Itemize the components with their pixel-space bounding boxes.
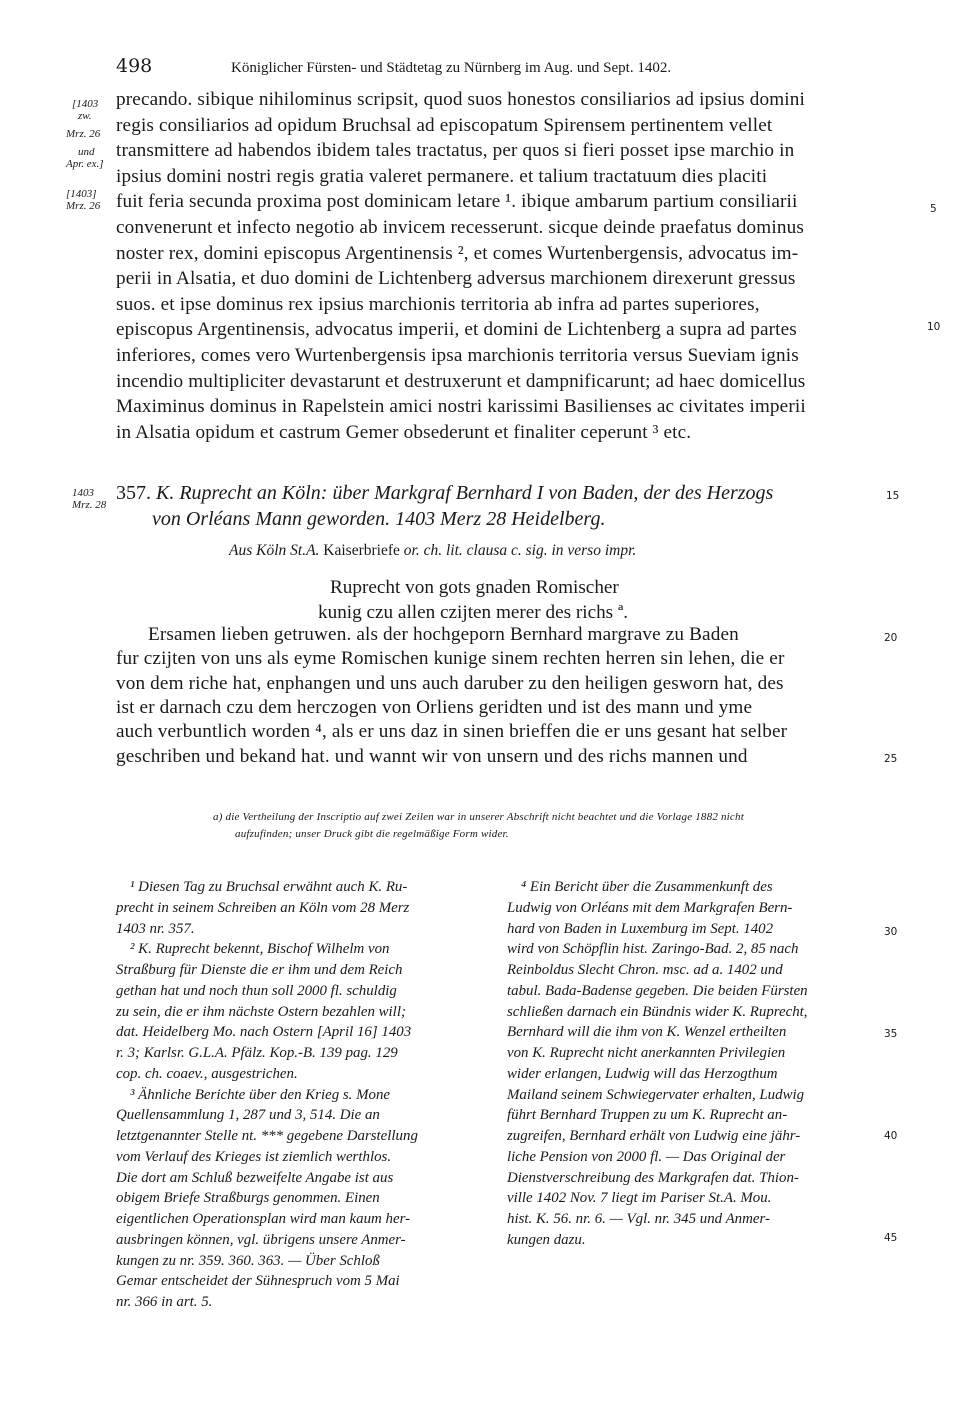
line-number: 30	[884, 926, 898, 938]
text-line: noster rex, domini episcopus Argentinensis ², et comes Wurtenbergensis, advocatus im-	[116, 242, 799, 264]
footnote-line: von K. Ruprecht nicht anerkannten Privilegien	[507, 1045, 786, 1061]
footnote-line: wird von Schöpflin hist. Zaringo-Bad. 2, 85 nach	[507, 941, 799, 958]
footnote-line: hist. K. 56. nr. 6. — Vgl. nr. 345 und Anmer-	[507, 1211, 770, 1227]
footnote-line: hard von Baden in Luxemburg im Sept. 1402	[507, 920, 774, 937]
footnote-line: eigentlichen Operationsplan wird man kaum her-	[116, 1211, 411, 1227]
document-title-line2: von Orléans Mann geworden. 1403 Merz 28 Heidelberg.	[152, 508, 606, 530]
footnote-line: wider erlangen, Ludwig will das Herzogthum	[507, 1065, 778, 1082]
footnote-line: kungen zu nr. 359. 360. 363. — Über Schloß	[116, 1252, 380, 1269]
line-number: 45	[884, 1232, 898, 1244]
footnote-line: letztgenannter Stelle nt. *** gegebene Darstellung	[116, 1128, 418, 1144]
document-title: 357. K. Ruprecht an Köln: über Markgraf Bernhard I von Baden, der des Herzogs	[116, 482, 774, 504]
text-line: fuit feria secunda proxima post dominicam letare ¹. ibique ambarum partium consiliarii	[116, 191, 798, 213]
source-note: Aus Köln St.A. Kaiserbriefe or. ch. lit. clausa c. sig. in verso impr.	[229, 542, 637, 559]
footnote-line: schließen darnach ein Bündnis wider K. Ruprecht,	[507, 1003, 808, 1020]
footnote-line: Ludwig von Orléans mit dem Markgrafen Bern-	[507, 899, 793, 916]
line-number: 35	[884, 1028, 898, 1040]
text-line: ist er darnach czu dem herczogen von Orliens geridten und ist des mann und yme	[116, 696, 753, 718]
footnote-line: Gemar entscheidet der Sühnespruch vom 5 Mai	[116, 1273, 400, 1290]
text-line: convenerunt et infecto negotio ab invicem recesserunt. sicque deinde praefatus dominus	[116, 217, 804, 238]
footnote-line: ⁴ Ein Bericht über die Zusammenkunft des	[521, 879, 773, 895]
footnote-line: ² K. Ruprecht bekennt, Bischof Wilhelm von	[130, 941, 390, 958]
footnote-line: cop. ch. coaev., ausgestrichen.	[116, 1065, 298, 1082]
line-number: 15	[886, 490, 900, 502]
footnote-line: gethan hat und noch thun soll 2000 fl. schuldig	[116, 982, 397, 999]
footnote-line: ¹ Diesen Tag zu Bruchsal erwähnt auch K. Ru-	[130, 879, 408, 895]
footnote-line: Bernhard will die ihm von K. Wenzel ertheilten	[507, 1024, 787, 1041]
text-line: geschriben und bekand hat. und wannt wir von unsern und des richs mannen und	[116, 745, 748, 767]
footnote-line: Mailand seinem Schwiegervater erhalten, Ludwig	[507, 1086, 805, 1103]
margin-date: 1403 Mrz. 28	[72, 487, 107, 511]
footnote-line: Straßburg für Dienste die er ihm und dem Reich	[116, 962, 403, 978]
footnote-line: Die dort am Schluß bezweifelte Angabe ist aus	[116, 1169, 394, 1186]
footnote-line: vom Verlauf des Krieges ist ziemlich werthlos.	[116, 1148, 392, 1165]
text-line: inferiores, comes vero Wurtenbergensis ipsa marchionis territoria versus Sueviam ignis	[116, 345, 799, 366]
text-line: transmittere ad habendos ibidem tales tractatus, per quos si fieri posset ipse marchio in	[116, 140, 795, 162]
footnote-line: liche Pension von 2000 fl. — Das Original der	[507, 1148, 786, 1165]
footnote-line: Reinboldus Slecht Chron. msc. ad a. 1402 und	[507, 962, 783, 978]
text-line: perii in Alsatia, et duo domini de Lichtenberg adversus marchionem direxerunt gressus	[116, 268, 796, 290]
footnote-line: nr. 366 in art. 5.	[116, 1294, 213, 1310]
footnote-line: obigem Briefe Straßburgs genommen. Einen	[116, 1190, 380, 1207]
footnote-line: ³ Ähnliche Berichte über den Krieg s. Mone	[130, 1086, 391, 1103]
margin-date: Mrz. 26	[66, 128, 101, 140]
text-apparatus-note: aufzufinden; unser Druck gibt die regelmäßige Form wider.	[235, 828, 509, 840]
document-number: 357.	[116, 482, 151, 504]
text-line: in Alsatia opidum et castrum Gemer obsederunt et finaliter ceperunt ³ etc.	[116, 421, 692, 443]
text-line: incendio multipliciter devastarunt et destruxerunt et dampnificarunt; ad haec domicellus	[116, 370, 806, 392]
margin-date: und Apr. ex.]	[66, 146, 104, 170]
footnote-line: zugreifen, Bernhard erhält von Ludwig eine jähr-	[507, 1128, 801, 1144]
footnote-line: dat. Heidelberg Mo. nach Ostern [April 16] 1403	[116, 1024, 412, 1041]
margin-date: [1403] Mrz. 26	[66, 188, 101, 212]
text-line: Maximinus dominus in Rapelstein amici nostri karissimi Basilienses ac civitates imperii	[116, 396, 806, 418]
line-number: 25	[884, 753, 898, 765]
text-line: fur czijten von uns als eyme Romischen kunige sinem rechten herren sin lehen, die er	[116, 648, 785, 670]
line-number: 10	[927, 321, 941, 333]
salutation: kunig czu allen czijten merer des richs ª.	[318, 602, 629, 623]
text-line: suos. et ipse dominus rex ipsius marchionis territoria ab infra ad partes superiores,	[116, 293, 760, 315]
line-number: 20	[884, 632, 898, 644]
text-line: von dem riche hat, enphangen und uns auch daruber zu den heiligen gesworn hat, des	[116, 672, 784, 694]
line-number: 40	[884, 1130, 898, 1142]
footnote-line: precht in seinem Schreiben an Köln vom 28 Merz	[116, 899, 410, 916]
margin-date: [1403 zw.	[72, 98, 99, 122]
text-line: auch verbuntlich worden ⁴, als er uns daz in sinen brieffen die er uns gesant hat selber	[116, 721, 788, 743]
footnote-line: Dienstverschreibung des Markgrafen dat. Thion-	[507, 1169, 799, 1186]
text-line: precando. sibique nihilominus scripsit, quod suos honestos consiliarios ad ipsius domini	[116, 89, 805, 110]
footnote-line: tabul. Bada-Badense gegeben. Die beiden Fürsten	[507, 982, 808, 999]
footnote-line: ausbringen können, vgl. übrigens unsere Anmer-	[116, 1231, 406, 1248]
footnote-line: kungen dazu.	[507, 1231, 586, 1248]
footnote-line: r. 3; Karlsr. G.L.A. Pfälz. Kop.-B. 139 pag. 129	[116, 1045, 398, 1061]
text-line: Ersamen lieben getruwen. als der hochgeporn Bernhard margrave zu Baden	[148, 624, 739, 645]
page-number: 498	[116, 55, 153, 77]
footnote-line: ville 1402 Nov. 7 liegt im Pariser St.A. Mou.	[507, 1190, 772, 1207]
footnote-line: Quellensammlung 1, 287 und 3, 514. Die an	[116, 1107, 380, 1124]
text-line: episcopus Argentinensis, advocatus imperii, et domini de Lichtenberg a supra ad partes	[116, 319, 797, 341]
text-line: regis consiliarios ad opidum Bruchsal ad episcopatum Spirensem pertinentem vellet	[116, 114, 773, 136]
running-title: Königlicher Fürsten- und Städtetag zu Nürnberg im Aug. und Sept. 1402.	[231, 60, 672, 76]
text-apparatus-note: a) die Vertheilung der Inscriptio auf zwei Zeilen war in unserer Abschrift nicht beachtet und die Vorlage 1882 nicht	[213, 811, 744, 823]
line-number: 5	[930, 203, 937, 215]
footnote-line: führt Bernhard Truppen zu um K. Ruprecht an-	[507, 1107, 788, 1124]
footnote-line: 1403 nr. 357.	[116, 920, 195, 937]
salutation: Ruprecht von gots gnaden Romischer	[330, 577, 619, 598]
footnote-line: zu sein, die er ihm nächste Ostern bezahlen will;	[116, 1003, 406, 1020]
text-line: ipsius domini nostri regis gratia valeret permanere. et talium tractatuum dies placiti	[116, 165, 768, 187]
